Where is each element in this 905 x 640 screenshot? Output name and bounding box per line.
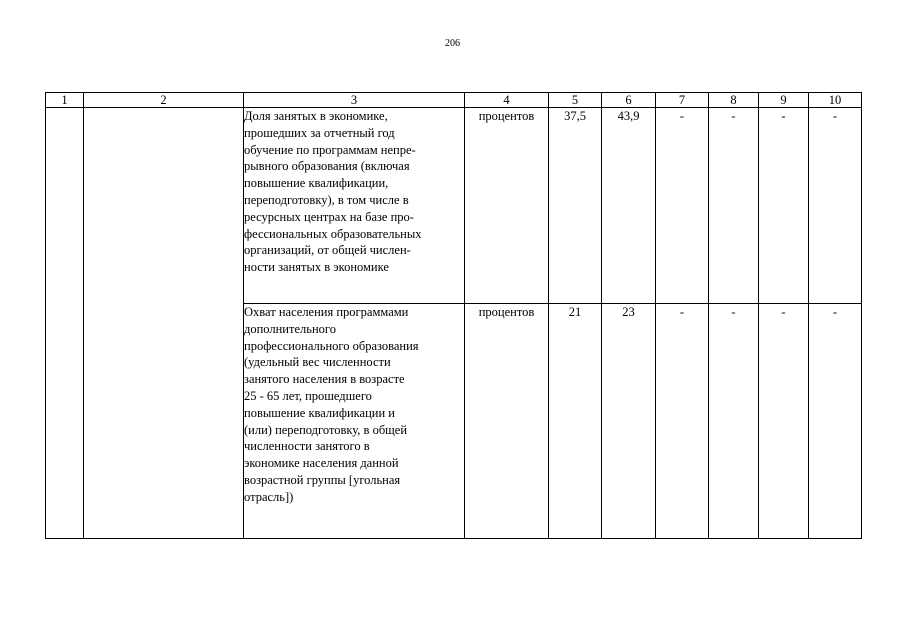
value-col-8: - (709, 304, 759, 539)
value-col-6: 23 (602, 304, 656, 539)
unit-cell: процентов (465, 304, 549, 539)
header-col-1: 1 (46, 93, 84, 108)
value-col-7: - (656, 304, 709, 539)
cell-col-1 (46, 108, 84, 539)
header-col-4: 4 (465, 93, 549, 108)
value-col-5: 37,5 (549, 108, 602, 304)
unit-cell: процентов (465, 108, 549, 304)
header-row (46, 93, 862, 108)
indicators-table (45, 92, 862, 539)
header-col-2: 2 (84, 93, 244, 108)
cell-col-2 (84, 108, 244, 539)
value-col-8: - (709, 108, 759, 304)
header-col-6: 6 (602, 93, 656, 108)
value-col-10: - (809, 304, 862, 539)
value-col-5: 21 (549, 304, 602, 539)
value-col-9: - (759, 108, 809, 304)
page-number: 206 (445, 38, 460, 49)
header-col-5: 5 (549, 93, 602, 108)
value-col-10: - (809, 108, 862, 304)
indicator-text: Охват населения программами дополнительного профессионального образования (удельный вес численности занятого населения в возрасте 25 - 65 лет, прошедшего повышение квалификации и (или) переподготовку, в общей численности занятого в экономике населения данной возрастной группы [угольная отрасль]) (244, 305, 419, 504)
table-row (46, 108, 862, 304)
header-col-7: 7 (656, 93, 709, 108)
header-col-3: 3 (244, 93, 465, 108)
indicator-cell (244, 304, 465, 539)
indicator-cell (244, 108, 465, 304)
value-col-9: - (759, 304, 809, 539)
header-col-9: 9 (759, 93, 809, 108)
header-col-10: 10 (809, 93, 862, 108)
value-col-6: 43,9 (602, 108, 656, 304)
value-col-7: - (656, 108, 709, 304)
header-col-8: 8 (709, 93, 759, 108)
indicator-text: Доля занятых в экономике, прошедших за отчетный год обучение по программам непре- рывного образования (включая повышение квалификации, переподготовку), в том числе в ресурсных центрах на базе про- фессиональных образовательных организаций, от общей числен- ности занятых в экономике (244, 109, 422, 275)
